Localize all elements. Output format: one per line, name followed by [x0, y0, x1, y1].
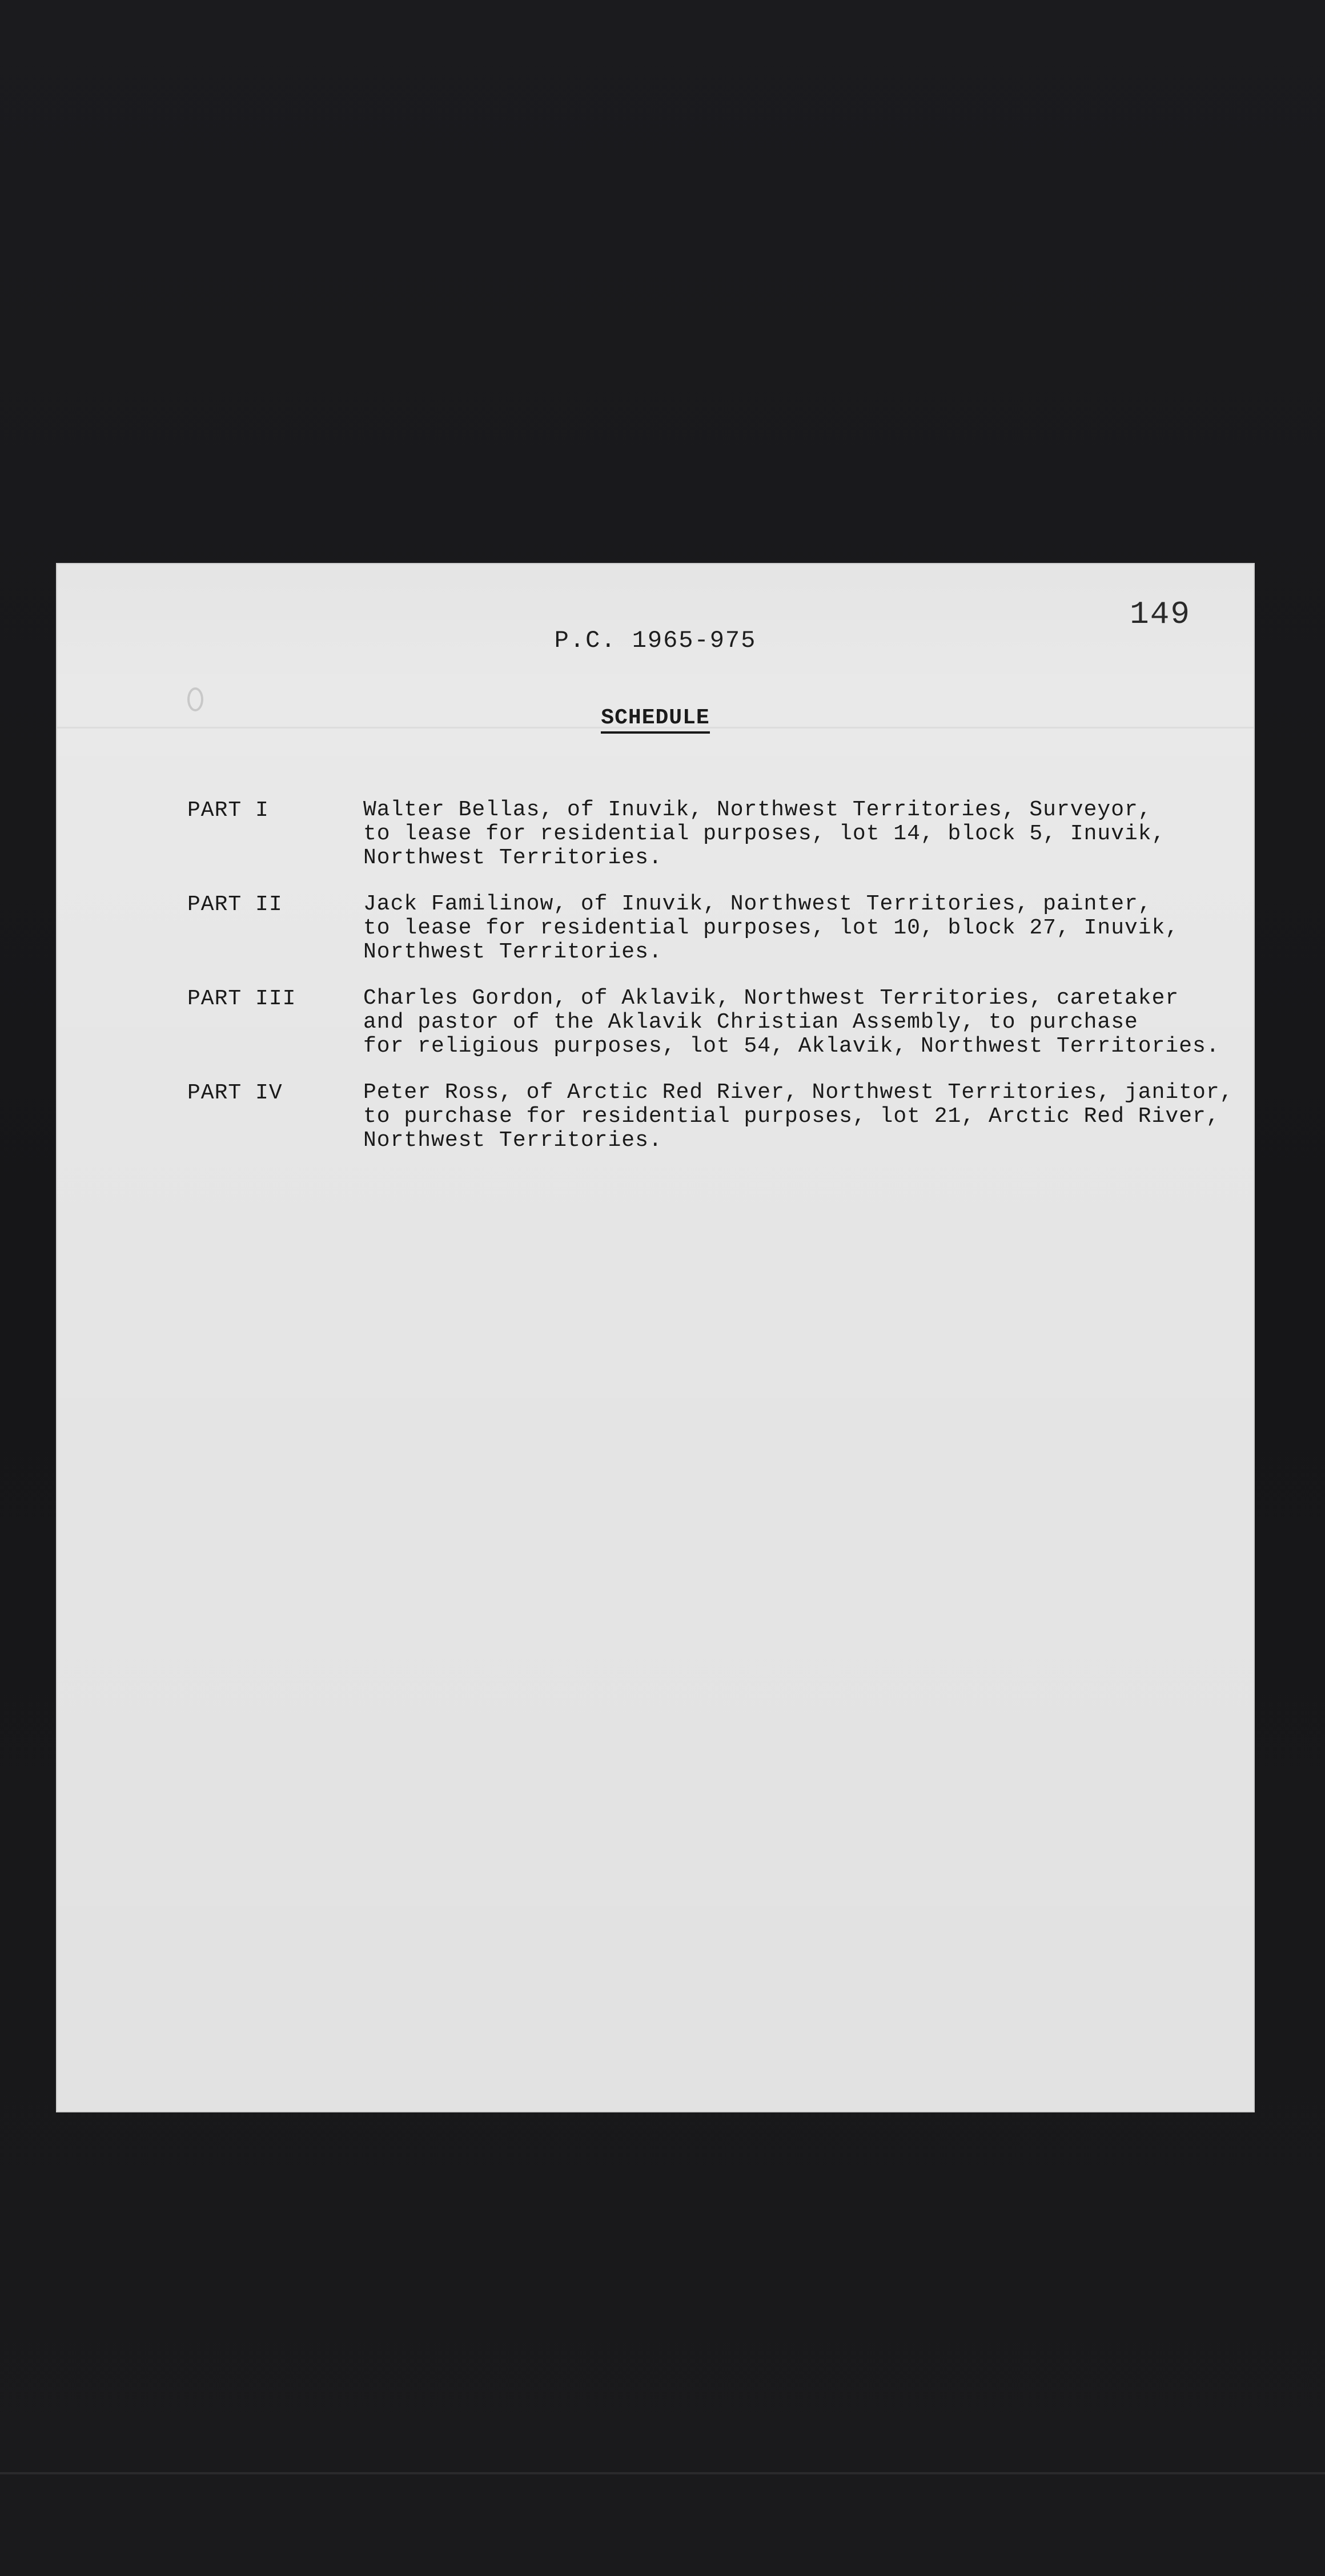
part-line: Peter Ross, of Arctic Red River, Northwest Territories, janitor,	[363, 1080, 1234, 1105]
part-line: to lease for residential purposes, lot 10, block 27, Inuvik,	[363, 916, 1179, 940]
part-description	[363, 1080, 1234, 1153]
schedule-part-3	[187, 986, 1220, 1081]
document-page	[57, 564, 1254, 2111]
schedule-part-2	[187, 892, 1215, 987]
part-line: Jack Familinow, of Inuvik, Northwest Territories, painter,	[363, 892, 1152, 916]
film-edge	[0, 2472, 1325, 2474]
part-line: Walter Bellas, of Inuvik, Northwest Territories, Surveyor,	[363, 798, 1152, 822]
part-description	[363, 892, 1220, 964]
schedule-entries	[187, 798, 1234, 1175]
part-description	[363, 987, 1220, 1058]
part-line: Northwest Territories.	[363, 846, 662, 870]
part-line: and pastor of the Aklavik Christian Assembly, to purchase	[363, 1010, 1138, 1035]
schedule-part-4	[187, 1080, 1234, 1175]
part-line: to purchase for residential purposes, lot 21, Arctic Red River,	[363, 1104, 1220, 1129]
part-label: PART III	[187, 987, 296, 1011]
part-line: for religious purposes, lot 54, Aklavik, Northwest Territories.	[363, 1034, 1220, 1058]
schedule-part-1	[187, 798, 1215, 892]
document-reference: P.C. 1965-975	[554, 627, 757, 654]
schedule-title-text: SCHEDULE	[601, 706, 709, 734]
schedule-title	[57, 706, 1254, 730]
part-label: PART IV	[187, 1081, 283, 1105]
part-line: to lease for residential purposes, lot 14, block 5, Inuvik,	[363, 822, 1166, 846]
part-line: Northwest Territories.	[363, 1128, 662, 1153]
part-line: Charles Gordon, of Aklavik, Northwest Territories, caretaker	[363, 986, 1179, 1011]
part-description	[363, 798, 1220, 870]
part-line: Northwest Territories.	[363, 940, 662, 964]
part-label: PART II	[187, 892, 283, 917]
part-label: PART I	[187, 798, 269, 823]
page-number: 149	[1130, 596, 1191, 633]
